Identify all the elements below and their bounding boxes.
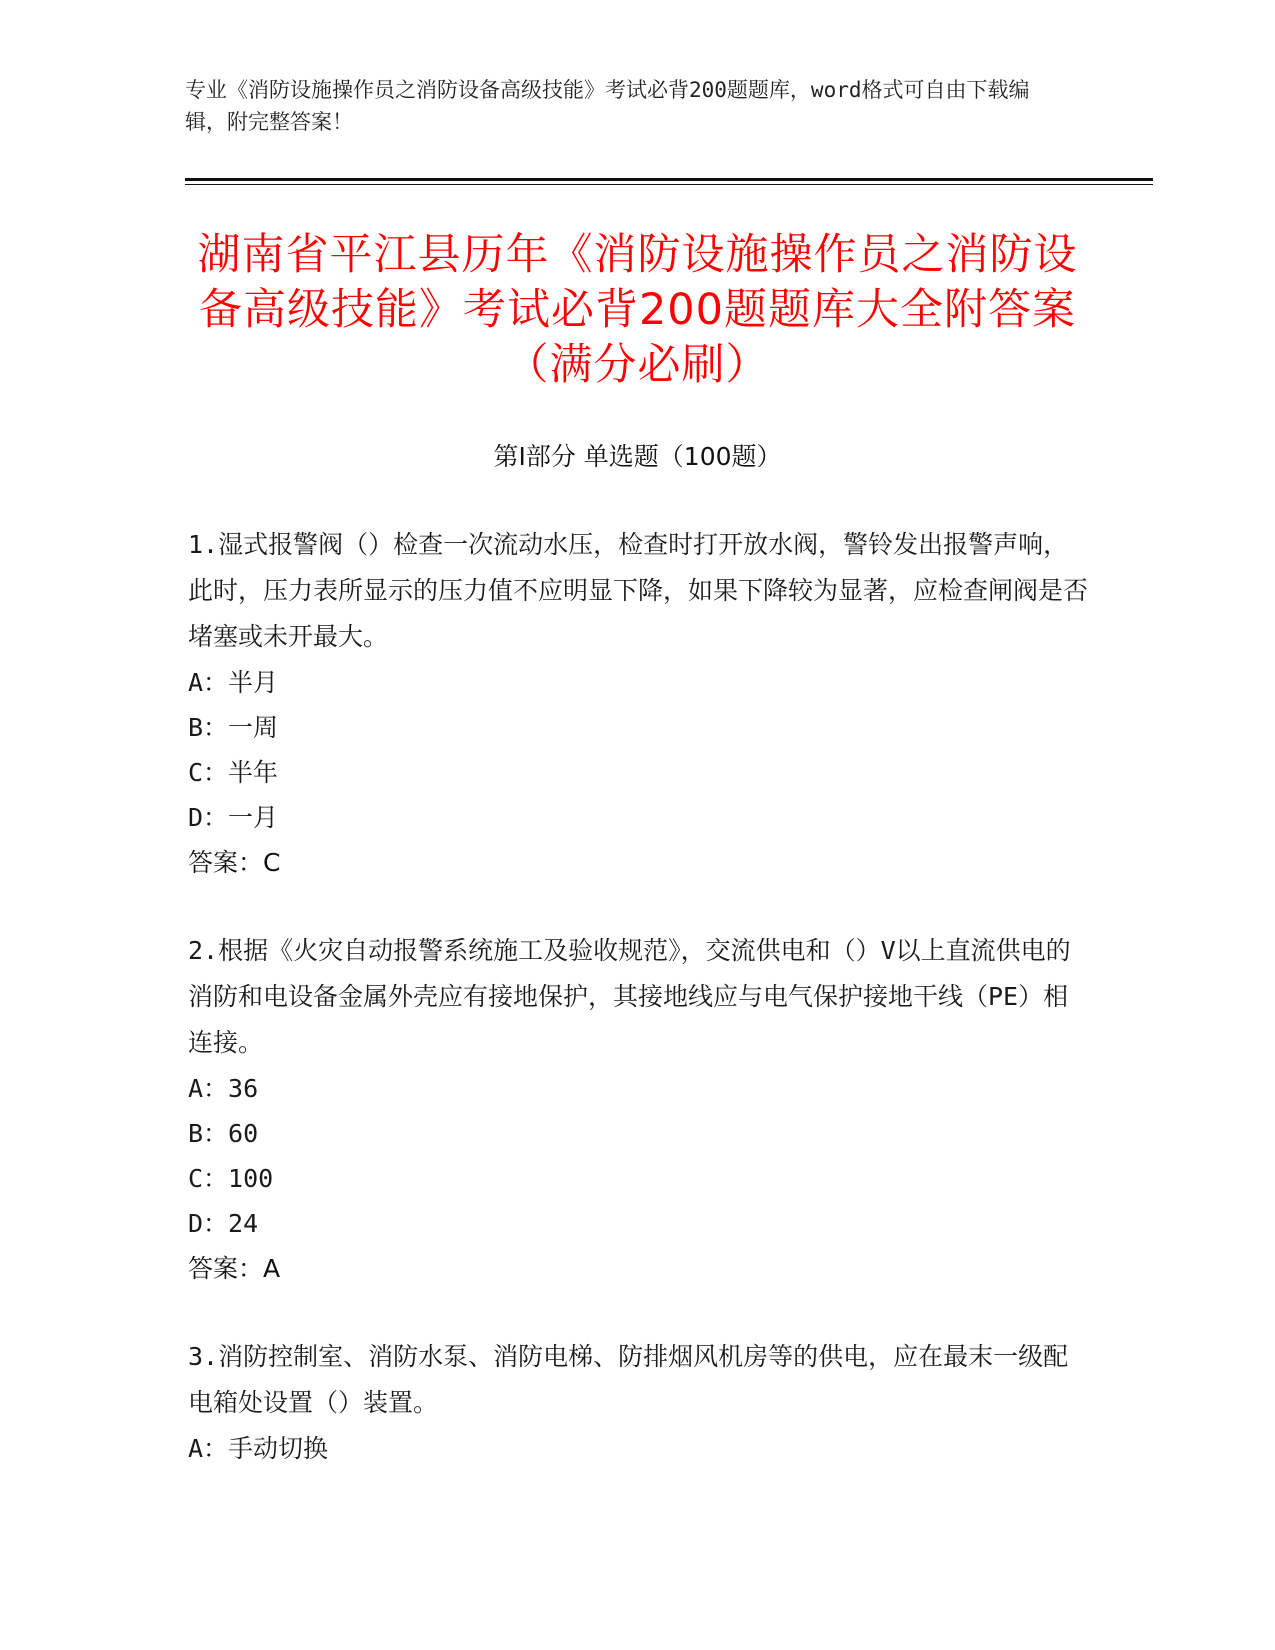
question-3 — [188, 1334, 1088, 1471]
header-note: 专业《消防设施操作员之消防设备高级技能》考试必背200题题库，word格式可自由下载编辑，附完整答案！ — [185, 78, 1030, 134]
question-stem: 3.消防控制室、消防水泵、消防电梯、防排烟风机房等的供电，应在最末一级配电箱处设置（）装置。 — [188, 1342, 1069, 1417]
header-divider-thick — [185, 178, 1153, 181]
option-c: C：100 — [188, 1164, 274, 1193]
question-2 — [188, 928, 1088, 1291]
option-b: B：60 — [188, 1119, 259, 1148]
option-c: C：半年 — [188, 758, 279, 787]
option-b: B：一周 — [188, 713, 279, 742]
header-divider-thin — [185, 184, 1153, 185]
option-a: A：手动切换 — [188, 1434, 329, 1463]
document-title: 湖南省平江县历年《消防设施操作员之消防设备高级技能》考试必背200题题库大全附答案（满分必刷） — [197, 230, 1078, 390]
question-1 — [188, 522, 1088, 885]
option-d: D：一月 — [188, 803, 279, 832]
question-stem: 2.根据《火灾自动报警系统施工及验收规范》，交流供电和（）V以上直流供电的消防和电设备金属外壳应有接地保护，其接地线应与电气保护接地干线（PE）相连接。 — [188, 936, 1071, 1057]
option-a: A：36 — [188, 1074, 259, 1103]
question-stem: 1.湿式报警阀（）检查一次流动水压，检查时打开放水阀，警铃发出报警声响，此时，压力表所显示的压力值不应明显下降，如果下降较为显著，应检查闸阀是否堵塞或未开最大。 — [188, 530, 1089, 651]
option-a: A：半月 — [188, 668, 279, 697]
answer: 答案：C — [188, 848, 281, 877]
answer: 答案：A — [188, 1254, 281, 1283]
option-d: D：24 — [188, 1209, 259, 1238]
section-title: 第Ⅰ部分 单选题（100题） — [493, 442, 782, 471]
